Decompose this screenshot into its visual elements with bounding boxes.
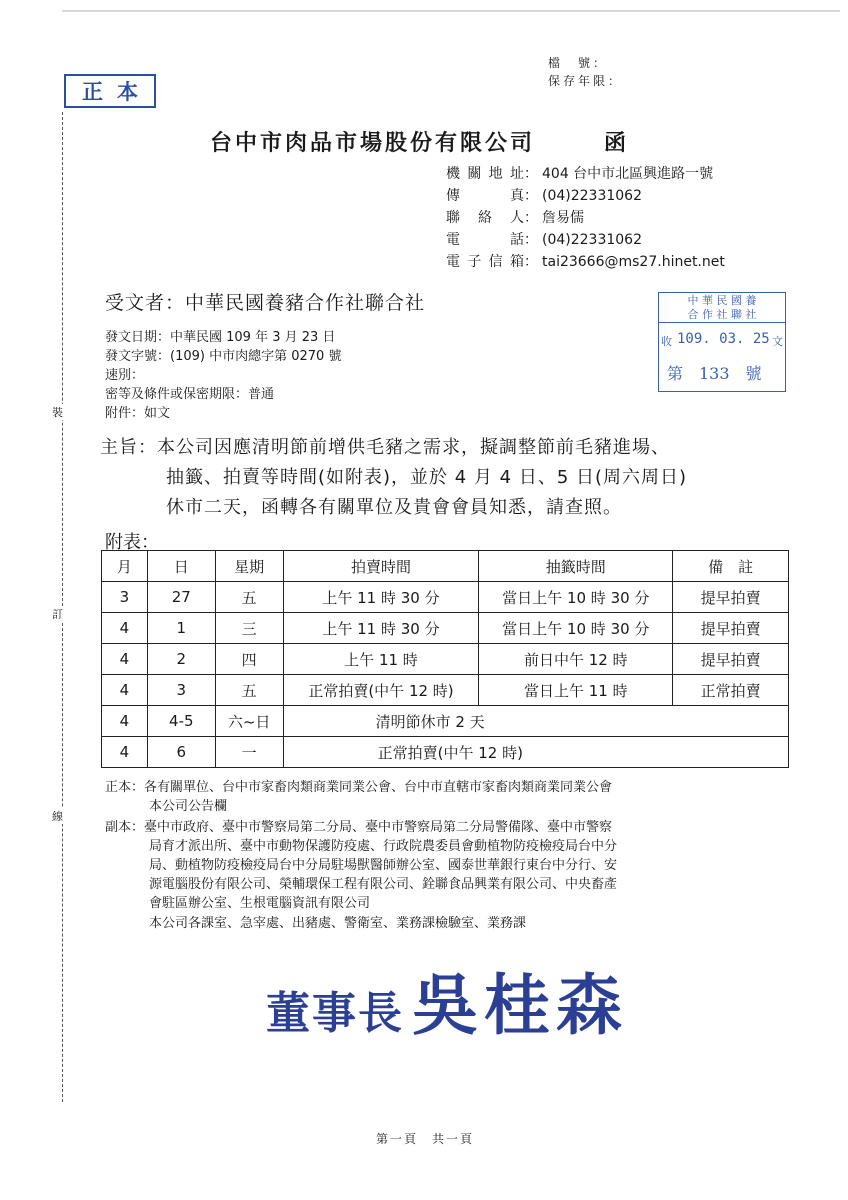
contact-label: 電子信箱	[446, 254, 524, 270]
original-line1: 各有關單位、台中市家畜肉類商業同業公會、台中市直轄市家畜肉類商業同業公會	[144, 780, 613, 795]
table-cell: 正常拍賣(中午 12 時)	[283, 675, 479, 706]
original-copy-stamp: 正本	[64, 74, 156, 108]
table-row	[102, 582, 789, 613]
receipt-stamp-date: 109. 03. 25	[677, 331, 770, 347]
receipt-stamp	[658, 292, 786, 392]
contact-label: 電話	[446, 232, 524, 248]
contact-value: (04)22331062	[542, 188, 642, 204]
copy-line: 本公司各課室、急宰處、出豬處、警衛室、業務課檢驗室、業務課	[149, 916, 527, 931]
urgency: 速別：	[105, 368, 145, 383]
table-cell: 上午 11 時 30 分	[283, 582, 479, 613]
contact-label: 聯絡人	[446, 210, 524, 226]
subject-line1: 本公司因應清明節前增供毛豬之需求，擬調整節前毛豬進場、	[157, 437, 670, 458]
header-cell: 抽籤時間	[479, 551, 673, 582]
original-recipients	[105, 778, 612, 797]
table-cell: 四	[215, 644, 283, 675]
receipt-stamp-header	[659, 293, 785, 323]
table-row	[102, 644, 789, 675]
table-cell: 4	[102, 675, 148, 706]
subject-label: 主旨：	[100, 437, 157, 458]
table-cell: 2	[147, 644, 215, 675]
signature-title: 董事長	[266, 988, 404, 1039]
table-cell: 27	[147, 582, 215, 613]
contact-value: 404 台中市北區興進路一號	[542, 166, 714, 182]
copy-line: 局育才派出所、臺中市動物保護防疫處、行政院農委員會動植物防疫檢疫局台中分	[149, 839, 618, 854]
table-cell: 4	[102, 706, 148, 737]
contact-label: 機關地址	[446, 166, 524, 182]
table-cell: 4	[102, 644, 148, 675]
table-cell: 提早拍賣	[673, 582, 789, 613]
table-cell: 6	[147, 737, 215, 768]
header-cell: 星期	[215, 551, 283, 582]
binding-char-xian: 線	[52, 810, 63, 823]
binding-char-ding: 訂	[52, 608, 63, 621]
table-cell: 1	[147, 613, 215, 644]
top-rule	[62, 10, 840, 12]
contact-phone: 電話： (04)22331062	[446, 229, 642, 251]
contact-value: (04)22331062	[542, 232, 642, 248]
table-row	[102, 706, 789, 737]
table-cell: 3	[147, 675, 215, 706]
table-cell: 當日上午 10 時 30 分	[479, 582, 673, 613]
confidentiality: 密等及條件或保密期限：普通	[105, 387, 275, 402]
header-cell: 月	[102, 551, 148, 582]
retention-label: 保存年限：	[548, 74, 624, 88]
receipt-stamp-left-char: 收	[661, 335, 672, 348]
document-title: 台中市肉品市場股份有限公司	[210, 131, 536, 156]
table-cell: 一	[215, 737, 283, 768]
table-cell: 五	[215, 582, 283, 613]
chairman-signature	[266, 952, 628, 1047]
table-cell: 三	[215, 613, 283, 644]
contact-value: 詹易儒	[542, 210, 584, 226]
table-header-row	[102, 551, 789, 582]
receipt-stamp-line1: 中 華 民 國 養	[687, 294, 757, 307]
header-cell: 拍賣時間	[283, 551, 479, 582]
table-cell: 正常拍賣	[673, 675, 789, 706]
schedule-table	[101, 550, 789, 768]
table-cell: 4	[102, 737, 148, 768]
header-cell: 日	[147, 551, 215, 582]
subject	[100, 433, 687, 523]
table-cell: 五	[215, 675, 283, 706]
contact-label: 傳真	[446, 188, 524, 204]
contact-value: tai23666@ms27.hinet.net	[542, 254, 725, 270]
table-label: 附表：	[105, 532, 159, 553]
issue-date: 發文日期：中華民國 109 年 3 月 23 日	[105, 330, 336, 345]
table-row	[102, 613, 789, 644]
receipt-stamp-right-char: 文	[772, 335, 783, 348]
attachment: 附件：如文	[105, 406, 171, 421]
original-line2: 本公司公告欄	[149, 799, 228, 814]
copy-recipients	[105, 818, 612, 837]
table-cell: 前日中午 12 時	[479, 644, 673, 675]
document-type: 函	[604, 131, 627, 156]
table-cell-merged: 清明節休市 2 天	[283, 706, 788, 737]
original-label: 正本：	[105, 780, 145, 795]
contact-person: 聯絡人： 詹易儒	[446, 207, 584, 229]
receipt-stamp-line2: 合 作 社 聯 社	[687, 308, 757, 321]
copy-label: 副本：	[105, 820, 145, 835]
table-cell: 當日上午 11 時	[479, 675, 673, 706]
contact-email: 電子信箱： tai23666@ms27.hinet.net	[446, 251, 725, 273]
table-cell: 六~日	[215, 706, 283, 737]
table-cell: 上午 11 時	[283, 644, 479, 675]
copy-line: 臺中市政府、臺中市警察局第二分局、臺中市警察局第二分局警備隊、臺中市警察	[144, 820, 613, 835]
receipt-stamp-number: 第 133 號	[667, 364, 762, 383]
signature-name: 吳桂森	[412, 966, 628, 1044]
subject-line3: 休市二天，函轉各有關單位及貴會會員知悉，請查照。	[166, 497, 622, 518]
subject-line2: 抽籤、拍賣等時間(如附表)，並於 4 月 4 日、5 日(周六周日)	[166, 467, 688, 488]
table-cell: 提早拍賣	[673, 644, 789, 675]
document-number: 發文字號：(109) 中市肉總字第 0270 號	[105, 349, 342, 364]
table-cell: 4-5	[147, 706, 215, 737]
page-footer: 第一頁 共一頁	[376, 1132, 475, 1146]
file-number-label: 檔 號：	[548, 56, 609, 70]
table-row	[102, 737, 789, 768]
table-row	[102, 675, 789, 706]
table-cell: 3	[102, 582, 148, 613]
contact-fax: 傳真： (04)22331062	[446, 185, 642, 207]
copy-line: 源電腦股份有限公司、榮輔環保工程有限公司、銓聯食品興業有限公司、中央畜產	[149, 877, 618, 892]
recipient: 受文者：中華民國養豬合作社聯合社	[105, 292, 426, 314]
header-cell: 備 註	[673, 551, 789, 582]
binding-char-zhuang: 裝	[52, 406, 63, 419]
table-cell: 提早拍賣	[673, 613, 789, 644]
table-cell-merged: 正常拍賣(中午 12 時)	[283, 737, 788, 768]
copy-line: 會駐區辦公室、生根電腦資訊有限公司	[149, 896, 371, 911]
table-cell: 上午 11 時 30 分	[283, 613, 479, 644]
table-cell: 當日上午 10 時 30 分	[479, 613, 673, 644]
copy-line: 局、動植物防疫檢疫局台中分局駐場獸醫師辦公室、國泰世華銀行東台中分行、安	[149, 858, 618, 873]
table-cell: 4	[102, 613, 148, 644]
contact-address: 機關地址： 404 台中市北區興進路一號	[446, 163, 713, 185]
